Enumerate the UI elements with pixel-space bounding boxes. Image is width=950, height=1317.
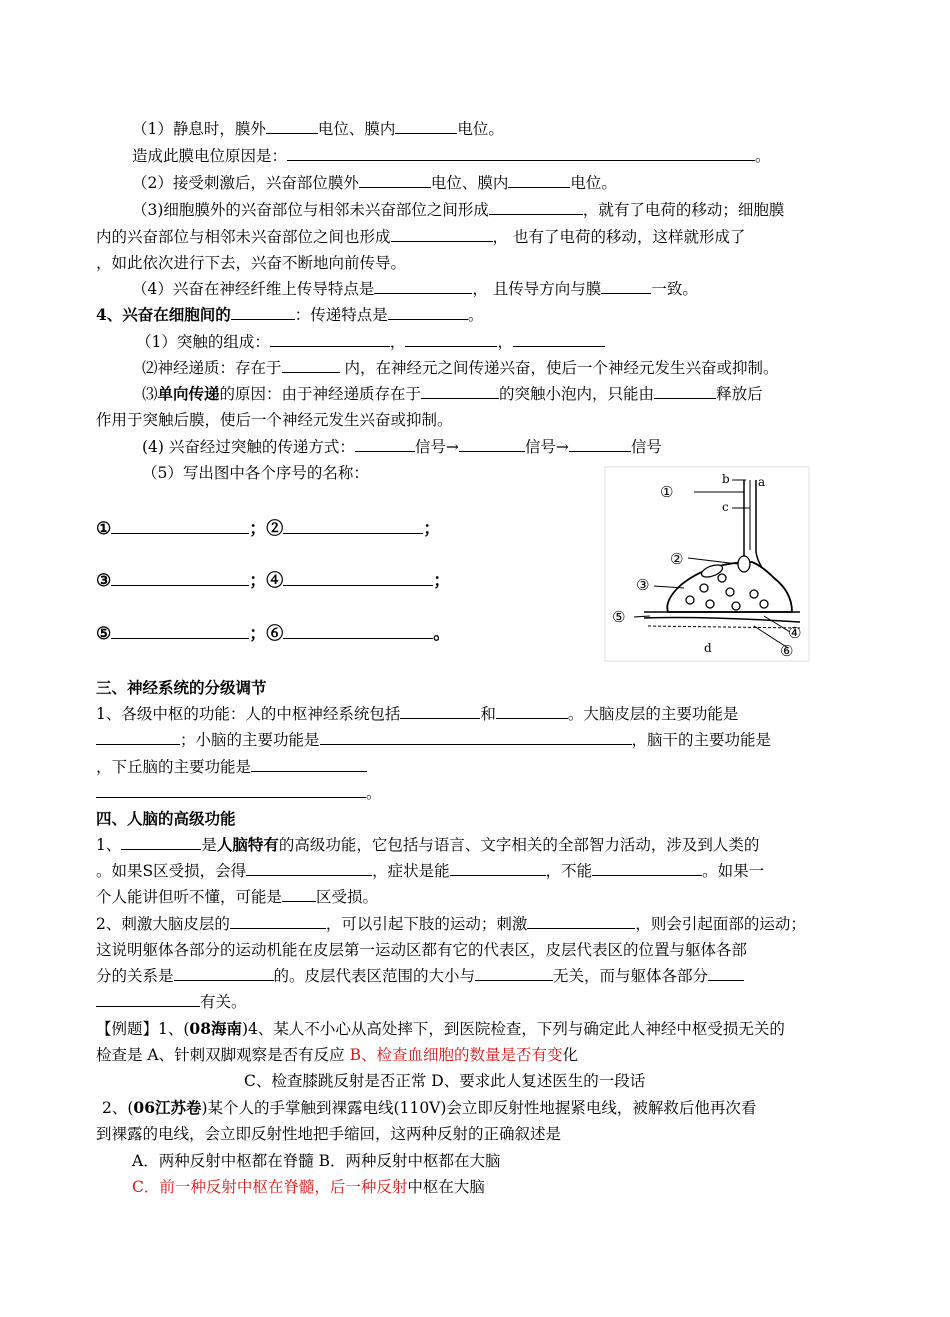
example-2-options-ab: A．两种反射中枢都在脊髓 B．两种反射中枢都在大脑 <box>132 1152 501 1170</box>
line-center-functions: 1、各级中枢的功能：人的中枢神经系统包括 和 。大脑皮层的主要功能是 <box>96 705 739 723</box>
blank[interactable] <box>513 332 605 347</box>
diagram-letter-d: d <box>704 641 712 655</box>
blank[interactable] <box>592 861 702 876</box>
blank[interactable] <box>527 914 635 929</box>
blank[interactable] <box>121 835 201 850</box>
line-h-area: 个人能讲但听不懂，可能是 区受损。 <box>96 888 379 906</box>
blank[interactable] <box>96 730 180 745</box>
diagram-label-1: ① <box>660 483 674 501</box>
example-2-question: 2、(06江苏卷)某个人的手掌触到裸露电线(110V)会立即反射性地握紧电线，被解救后他再次看 <box>102 1098 757 1117</box>
blank[interactable] <box>405 332 497 347</box>
blank[interactable] <box>283 624 433 639</box>
blank[interactable] <box>496 704 568 719</box>
line-one-way-reason: ⑶单向传递的原因：由于神经递质存在于 的突触小泡内，只能由 释放后 <box>142 384 763 403</box>
blank[interactable] <box>270 332 390 347</box>
blank[interactable] <box>459 437 525 452</box>
blank[interactable] <box>654 384 716 399</box>
line-s-area: 。如果S区受损，会得 ，症状是能 ，不能 。如果一 <box>96 862 765 880</box>
example-2-question-2: 到裸露的电线，会立即反射性地把手缩回，这两种反射的正确叙述是 <box>96 1125 562 1143</box>
blank[interactable] <box>96 992 200 1007</box>
line-local-current-2: 内的兴奋部位与相邻未兴奋部位之间也形成 ， 也有了电荷的移动，这样就形成了 <box>96 228 746 246</box>
blank[interactable] <box>421 384 499 399</box>
example-1-options-1: 检查是 A、针刺双脚观察是否有反应 B、检查血细胞的数量是否有变化 <box>96 1046 578 1064</box>
answer-row-1: ① ；② ； <box>96 519 441 539</box>
diagram-label-2: ② <box>670 550 684 568</box>
line-diagram-prompt: （5）写出图中各个序号的名称： <box>142 464 369 482</box>
line-conduction-forward: ，如此依次进行下去，兴奋不断地向前传导。 <box>96 254 407 272</box>
line-hypothalamus: ，下丘脑的主要功能是 <box>96 756 367 778</box>
blank[interactable] <box>231 305 295 320</box>
diagram-letter-c: c <box>722 500 729 514</box>
blank[interactable] <box>359 173 431 188</box>
blank[interactable] <box>111 571 249 586</box>
example-1-options-2: C、检查膝跳反射是否正常 D、要求此人复述医生的一段话 <box>244 1072 646 1090</box>
blank[interactable] <box>282 358 340 373</box>
blank[interactable] <box>355 437 415 452</box>
line-language: 1、 是人脑特有的高级功能，它包括与语言、文字相关的全部智力活动，涉及到人类的 <box>96 835 760 854</box>
line-excited-potential: （2）接受刺激后，兴奋部位膜外 电位、膜内 电位。 <box>132 174 617 192</box>
blank[interactable] <box>388 305 468 320</box>
blank[interactable] <box>251 757 367 772</box>
blank[interactable] <box>508 173 570 188</box>
blank[interactable] <box>111 519 249 534</box>
line-motor-cortex-4: 有关。 <box>96 991 247 1013</box>
line-one-way-reason-2: 作用于突触后膜，使后一个神经元发生兴奋或抑制。 <box>96 411 453 429</box>
blank[interactable] <box>96 783 366 798</box>
diagram-label-5: ⑤ <box>612 608 626 626</box>
example-1-question: 【例题】1、(08海南)4、某人不小心从高处摔下，到医院检查，下列与确定此人神经中枢受损无关的 <box>96 1019 785 1038</box>
blank[interactable] <box>489 200 583 215</box>
blank[interactable] <box>601 279 651 294</box>
section-4-brain-heading: 四、人脑的高级功能 <box>96 809 236 828</box>
blank[interactable] <box>708 966 744 981</box>
blank[interactable] <box>320 730 632 745</box>
blank[interactable] <box>283 519 423 534</box>
example-2-option-c: C．前一种反射中枢在脊髓，后一种反射中枢在大脑 <box>132 1178 485 1196</box>
blank[interactable] <box>282 887 316 902</box>
blank[interactable] <box>287 146 755 161</box>
line-potential-reason: 造成此膜电位原因是： 。 <box>132 147 771 165</box>
blank[interactable] <box>174 966 274 981</box>
blank[interactable] <box>374 279 472 294</box>
blank[interactable] <box>391 227 493 242</box>
diagram-label-3: ③ <box>636 576 650 594</box>
blank[interactable] <box>266 119 318 134</box>
blank[interactable] <box>246 861 372 876</box>
line-conduction-feature: （4）兴奋在神经纤维上传导特点是 ， 且传导方向与膜 一致。 <box>132 280 698 298</box>
line-motor-cortex-2: 这说明躯体各部分的运动机能在皮层第一运动区都有它的代表区，皮层代表区的位置与躯体各部 <box>96 941 748 959</box>
diagram-label-6: ⑥ <box>780 642 794 660</box>
diagram-letter-a: a <box>758 475 766 489</box>
blank[interactable] <box>395 119 457 134</box>
line-neurotransmitter: ⑵神经递质：存在于 内，在神经元之间传递兴奋，使后一个神经元发生兴奋或抑制。 <box>142 359 779 377</box>
diagram-label-4: ④ <box>788 624 802 642</box>
line-synapse-structure: （1）突触的组成： ， ， <box>136 331 605 353</box>
line-transmission-mode: (4) 兴奋经过突触的传递方式： 信号→ 信号→ 信号 <box>142 438 662 456</box>
line-motor-cortex-3: 分的关系是 的。皮层代表区范围的大小与 无关，而与躯体各部分 <box>96 965 744 987</box>
blank[interactable] <box>569 437 631 452</box>
line-hypothalamus-2: 。 <box>96 782 382 804</box>
line-local-current-1: （3)细胞膜外的兴奋部位与相邻未兴奋部位之间形成 ，就有了电荷的移动；细胞膜 <box>132 201 785 219</box>
section-4-heading: 4、兴奋在细胞间的 ：传递特点是 。 <box>96 305 484 324</box>
answer-row-3: ⑤ ；⑥ 。 <box>96 624 451 644</box>
blank[interactable] <box>400 704 480 719</box>
line-cerebellum: ；小脑的主要功能是 ，脑干的主要功能是 <box>96 729 771 751</box>
section-3-heading: 三、神经系统的分级调节 <box>96 678 267 697</box>
line-resting-potential: （1）静息时，膜外 电位、膜内 电位。 <box>132 120 504 138</box>
blank[interactable] <box>450 861 546 876</box>
line-motor-cortex: 2、刺激大脑皮层的 ，可以引起下肢的运动；刺激 ，则会引起面部的运动； <box>96 915 806 933</box>
blank[interactable] <box>230 914 326 929</box>
synapse-diagram <box>604 466 810 662</box>
diagram-letter-b: b <box>722 472 730 486</box>
blank[interactable] <box>283 571 433 586</box>
blank[interactable] <box>475 966 553 981</box>
blank[interactable] <box>111 624 249 639</box>
answer-row-2: ③ ；④ ； <box>96 571 451 591</box>
